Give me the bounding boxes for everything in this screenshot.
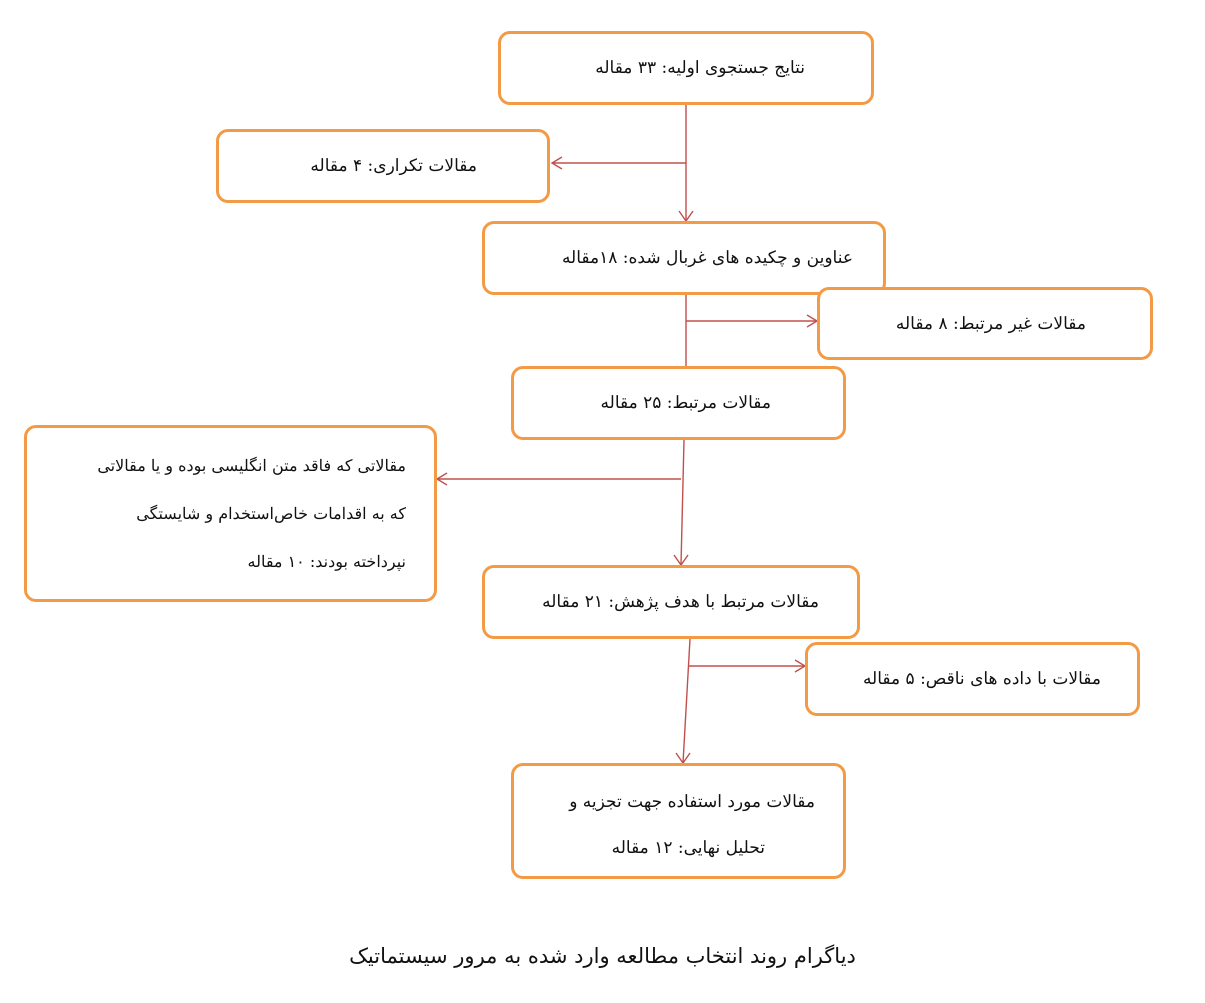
connector-goal-final [683,639,690,763]
box-related [511,366,846,440]
box-irrelevant [817,287,1153,360]
box-initial-search [498,31,874,105]
box-incomplete-text: مقالات با داده های ناقص: ۵ مقاله [862,669,1101,689]
diagram-caption: دیاگرام روند انتخاب مطالعه وارد شده به مرور سیستماتیک [349,944,856,968]
box-excluded-line3: نپرداخته بودند: ۱۰ مقاله [247,552,406,571]
box-related-text: مقالات مرتبط: ۲۵ مقاله [600,393,771,413]
box-screened-text: عناوین و چکیده های غربال شده: ۱۸مقاله [561,248,853,268]
box-duplicates-text: مقالات تکراری: ۴ مقاله [310,156,477,176]
box-excluded-line2: که به اقدامات خاص‌استخدام و شایستگی [136,504,406,523]
connector-related-goal [681,440,684,565]
box-final-line2: تحلیل نهایی: ۱۲ مقاله [611,838,765,858]
box-final-line1: مقالات مورد استفاده جهت تجزیه و [569,792,815,812]
box-excluded-line1: مقالاتی که فاقد متن انگلیسی بوده و یا مقالاتی [97,456,406,475]
box-incomplete-data [805,642,1140,716]
box-goal-related-text: مقالات مرتبط با هدف پژهش: ۲۱ مقاله [542,592,819,612]
box-duplicates [216,129,550,203]
box-final [511,763,846,879]
box-initial-text: نتایج جستجوی اولیه: ۳۳ مقاله [595,58,805,78]
box-irrelevant-text: مقالات غیر مرتبط: ۸ مقاله [895,314,1086,334]
box-excluded [24,425,437,602]
box-goal-related [482,565,860,639]
box-screened [482,221,886,295]
